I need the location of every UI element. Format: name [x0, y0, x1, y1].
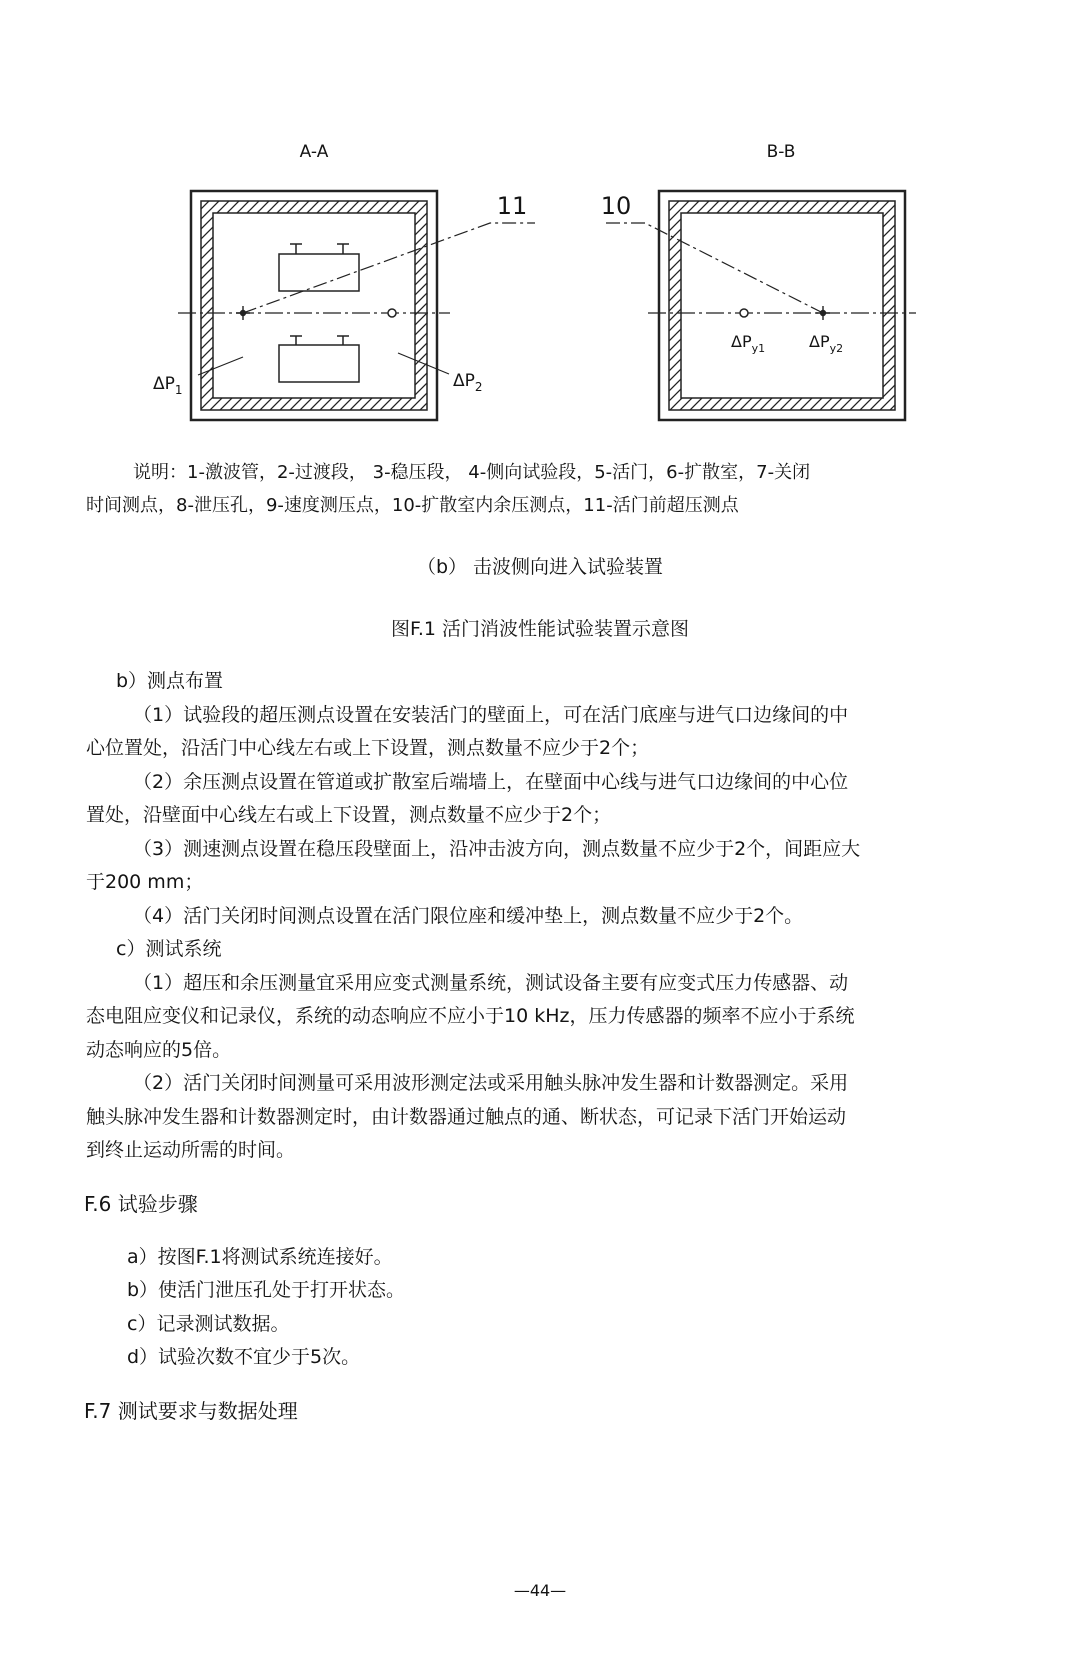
view-a-section: [153, 142, 535, 420]
paragraph-line: 态电阻应变仪和记录仪，系统的动态响应不应小于10 kHz，压力传感器的频率不应小于系统: [86, 1005, 855, 1027]
view-a-title: A-A: [299, 142, 329, 162]
paragraph-line: 置处，沿壁面中心线左右或上下设置，测点数量不应少于2个；: [86, 804, 612, 826]
paragraph-line: 到终止运动所需的时间。: [86, 1139, 296, 1161]
paragraph-line: （2）活门关闭时间测量可采用波形测定法或采用触头脉冲发生器和计数器测定。采用: [133, 1072, 849, 1094]
heading-test-system: c）测试系统: [116, 938, 222, 960]
measure-point-py1: [740, 309, 748, 317]
paragraph-line: （2）余压测点设置在管道或扩散室后端墙上，在壁面中心线与进气口边缘间的中心位: [133, 771, 849, 793]
section-heading-f6: F.6 试验步骤: [84, 1192, 198, 1216]
view-a-callout-number: 11: [496, 192, 528, 220]
test-setup-figure: [0, 0, 1080, 460]
step-item: b）使活门泄压孔处于打开状态。: [127, 1279, 406, 1301]
label-p2: $\Delta P_2$: [453, 371, 483, 394]
view-b-title: B-B: [766, 142, 796, 162]
page-number: —44—: [513, 1581, 567, 1600]
figure-caption: 图F.1 活门消波性能试验装置示意图: [390, 618, 690, 640]
paragraph-line: （1）试验段的超压测点设置在安装活门的壁面上，可在活门底座与进气口边缘间的中: [133, 704, 849, 726]
label-py1: $\Delta P_{y1}$: [731, 332, 766, 355]
step-item: d）试验次数不宜少于5次。: [127, 1346, 361, 1368]
figure-subcaption: （b） 击波侧向进入试验装置: [416, 556, 664, 578]
paragraph-line: 于200 mm；: [86, 871, 204, 893]
label-py2: $\Delta P_{y2}$: [809, 332, 844, 355]
view-b-section: [601, 142, 916, 420]
paragraph-line: （3）测速测点设置在稳压段壁面上，沿冲击波方向，测点数量不应少于2个，间距应大: [133, 838, 861, 860]
view-a-hatched-wall: [201, 201, 427, 410]
paragraph-line: （4）活门关闭时间测点设置在活门限位座和缓冲垫上，测点数量不应少于2个。: [133, 905, 804, 927]
paragraph-line: （1）超压和余压测量宜采用应变式测量系统，测试设备主要有应变式压力传感器、动: [133, 972, 849, 994]
label-p1: $\Delta P_1$: [153, 374, 183, 397]
view-b-callout-number: 10: [600, 192, 632, 220]
figure-legend-line: 时间测点，8-泄压孔，9-速度测压点，10-扩散室内余压测点，11-活门前超压测点: [86, 495, 739, 516]
measure-point-p2: [388, 309, 396, 317]
paragraph-line: 心位置处，沿活门中心线左右或上下设置，测点数量不应少于2个；: [86, 737, 650, 759]
heading-measurement-layout: b）测点布置: [116, 670, 224, 692]
paragraph-line: 触头脉冲发生器和计数器测定时，由计数器通过触点的通、断状态，可记录下活门开始运动: [86, 1106, 847, 1128]
view-b-hatched-wall: [669, 201, 895, 410]
step-item: c）记录测试数据。: [127, 1313, 290, 1335]
figure-legend-line: 说明：1-激波管，2-过渡段， 3-稳压段， 4-侧向试验段，5-活门，6-扩散室，7-关闭: [133, 462, 811, 483]
paragraph-line: 动态响应的5倍。: [86, 1039, 232, 1061]
section-heading-f7: F.7 测试要求与数据处理: [84, 1399, 298, 1423]
step-item: a）按图F.1将测试系统连接好。: [127, 1246, 393, 1268]
